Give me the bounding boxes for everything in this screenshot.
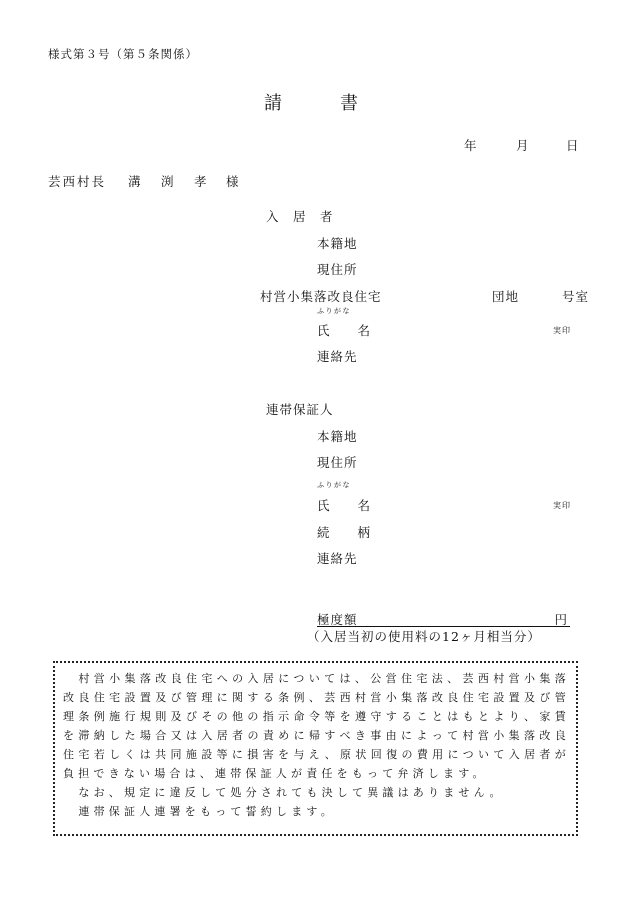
tenant-contact-label: 連絡先	[317, 349, 358, 364]
guarantor-domicile-label: 本籍地	[317, 429, 358, 444]
guarantor-furigana-label: ふりがな	[317, 481, 351, 489]
tenant-furigana-label: ふりがな	[317, 307, 351, 315]
page-title: 請 書	[264, 93, 359, 114]
guarantor-address-label: 現住所	[317, 455, 358, 470]
form-number: 様式第３号（第５条関係）	[48, 47, 198, 61]
guarantor-contact-label: 連絡先	[317, 551, 358, 566]
limit-unit: 円	[554, 612, 568, 627]
tenant-heading: 入 居 者	[266, 209, 334, 224]
guarantor-name-label: 氏 名	[317, 498, 372, 513]
pledge-paragraph-3: 連帯保証人連署をもって誓約します。	[78, 805, 336, 818]
limit-note: （入居当初の使用料の12ヶ月相当分）	[307, 629, 541, 644]
guarantor-relation-label: 続 柄	[317, 525, 372, 540]
pledge-paragraph-1: 村営小集落改良住宅への入居については、公営住宅法、芸西村営小集落改良住宅設置及び管理に関する条例、芸西村営小集落改良住宅設置及び管理条例施行規則及びその他の指示命令等を遵守することはもとより、家賃を滞納した場合又は入居者の責めに帰すべき事由によって村営小集落改良住宅若しくは共同施設等に損害を与え、原状回復の費用について入居者が負担できない場合は、連帯保証人が責任をもって弁済します。	[63, 672, 570, 780]
guarantor-seal-label: 実印	[553, 501, 571, 510]
room-label: 号室	[562, 289, 590, 304]
tenant-domicile-label: 本籍地	[317, 236, 358, 251]
addressee-honorific: 様	[226, 174, 239, 189]
tenant-seal-label: 実印	[553, 326, 571, 335]
addressee-name: 溝 渕 孝	[128, 174, 211, 189]
housing-label: 村営小集落改良住宅	[260, 289, 382, 304]
tenant-address-label: 現住所	[317, 262, 358, 277]
guarantor-heading: 連帯保証人	[266, 402, 334, 417]
pledge-box	[53, 661, 578, 836]
pledge-paragraph-2: なお、規定に違反して処分されても決して異議はありません。	[78, 786, 505, 799]
complex-label: 団地	[492, 289, 520, 304]
limit-amount-line	[317, 610, 570, 627]
date-month: 月	[516, 138, 529, 153]
pledge-text	[63, 669, 570, 821]
date-year: 年	[464, 138, 477, 153]
addressee-position: 芸西村長	[48, 174, 107, 189]
limit-label: 極度額	[317, 612, 358, 627]
date-day: 日	[566, 138, 579, 153]
tenant-name-label: 氏 名	[317, 323, 372, 338]
